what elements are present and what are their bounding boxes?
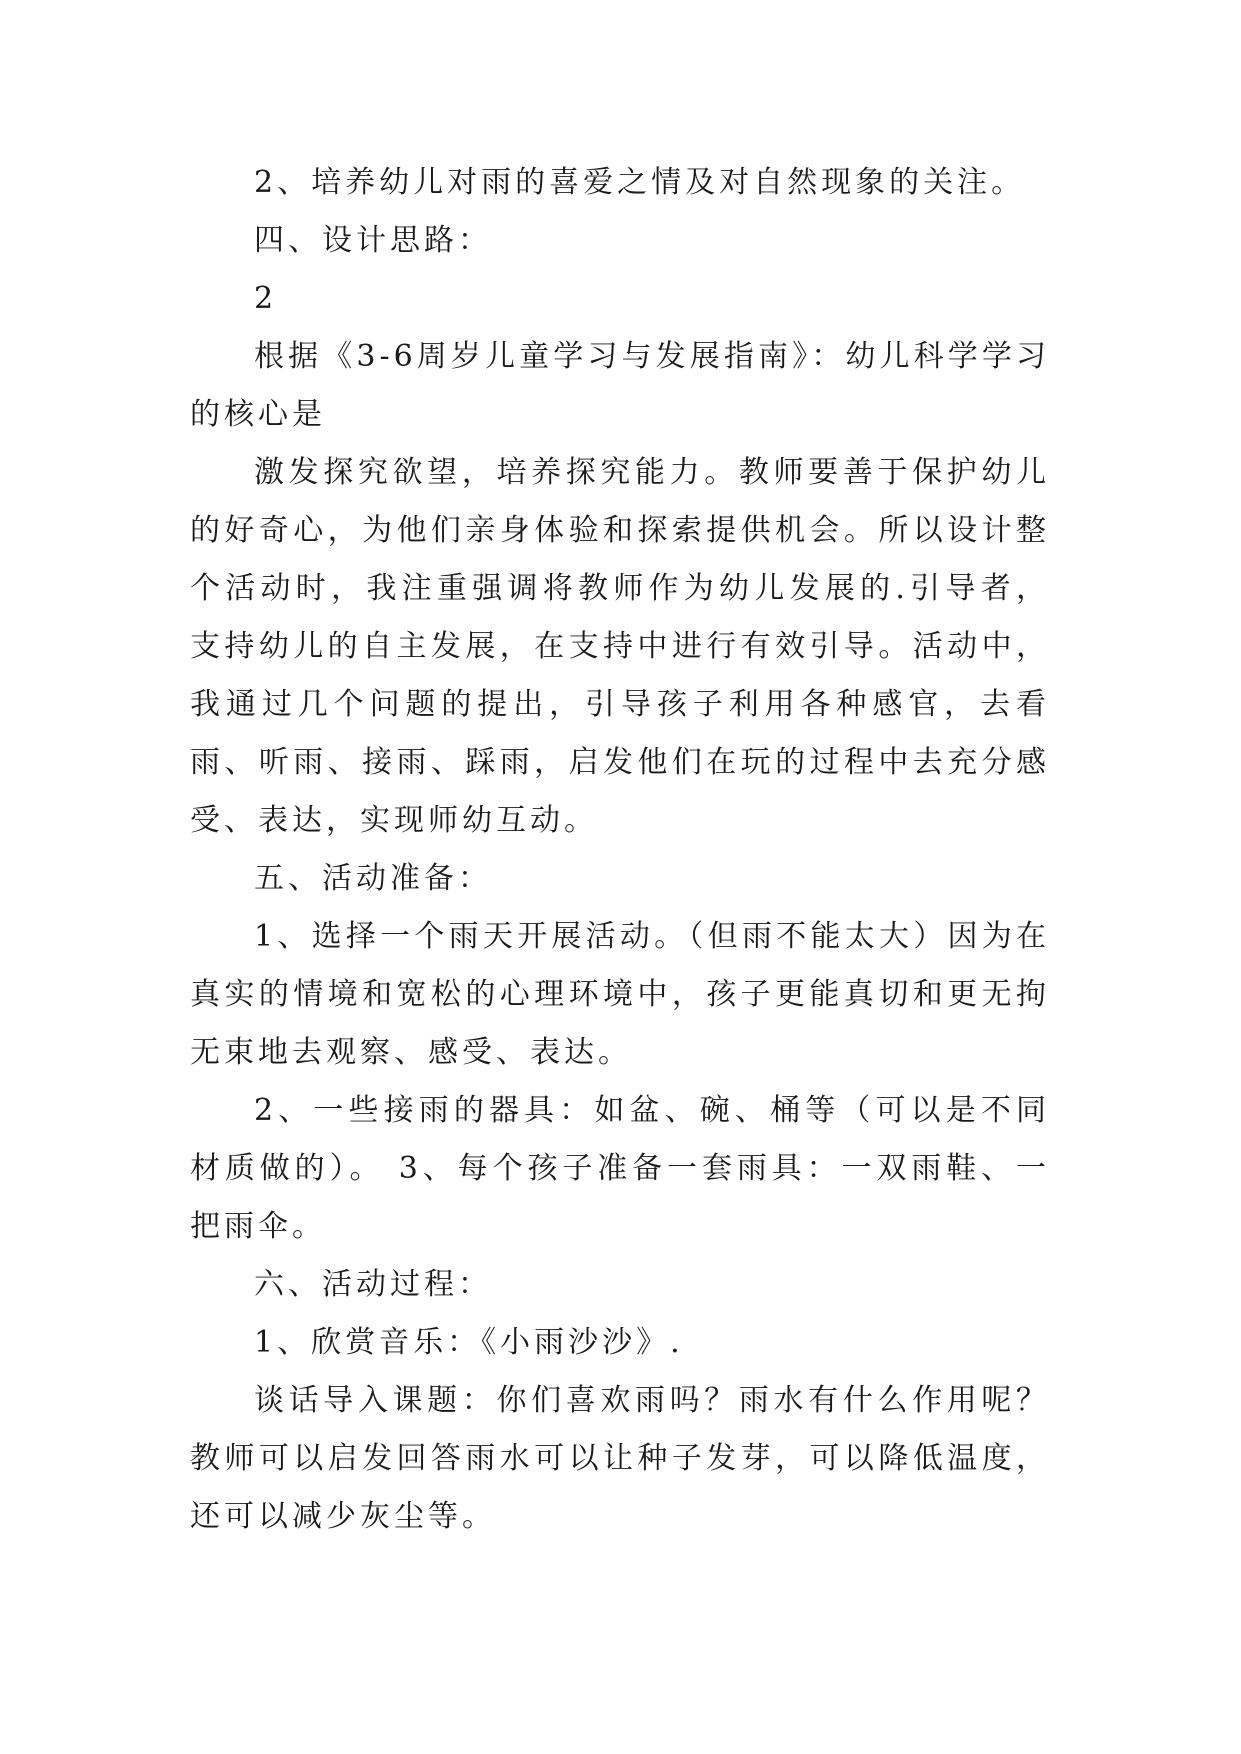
- page-number-marker: 2: [254, 281, 278, 316]
- design-rationale-paragraph: 激发探究欲望，培养探究能力。教师要善于保护幼儿的好奇心，为他们亲身体验和探索提供机会。所以设计整个活动时，我注重强调将教师作为幼儿发展的.引导者，支持幼儿的自主发展，在支持中进行有效引导。活动中，我通过几个问题的提出，引导孩子利用各种感官，去看雨、听雨、接雨、踩雨，启发他们在玩的过程中去充分感受、表达，实现师幼互动。: [190, 455, 1050, 838]
- section-heading-design-idea: 四、设计思路：: [254, 223, 492, 258]
- section-heading-preparation: 五、活动准备：: [254, 861, 492, 896]
- preparation-item-2-3: 2、一些接雨的器具：如盆、碗、桶等（可以是不同材质做的）。 3、每个孩子准备一套雨具：一双雨鞋、一把雨伞。: [190, 1093, 1050, 1244]
- process-step-1: 1、欣赏音乐：《小雨沙沙》.: [254, 1325, 684, 1360]
- guideline-paragraph: 根据《3-6周岁儿童学习与发展指南》：幼儿科学学习的核心是: [190, 339, 1050, 432]
- process-dialogue-paragraph: 谈话导入课题：你们喜欢雨吗？雨水有什么作用呢？教师可以启发回答雨水可以让种子发芽，可以降低温度，还可以减少灰尘等。: [190, 1383, 1050, 1534]
- preparation-item-1: 1、选择一个雨天开展活动。（但雨不能太大）因为在真实的情境和宽松的心理环境中，孩子更能真切和更无拘无束地去观察、感受、表达。: [190, 919, 1050, 1070]
- goal-paragraph: 2、培养幼儿对雨的喜爱之情及对自然现象的关注。: [254, 165, 1026, 200]
- document-body: [190, 154, 1050, 1546]
- section-heading-process: 六、活动过程：: [254, 1267, 492, 1302]
